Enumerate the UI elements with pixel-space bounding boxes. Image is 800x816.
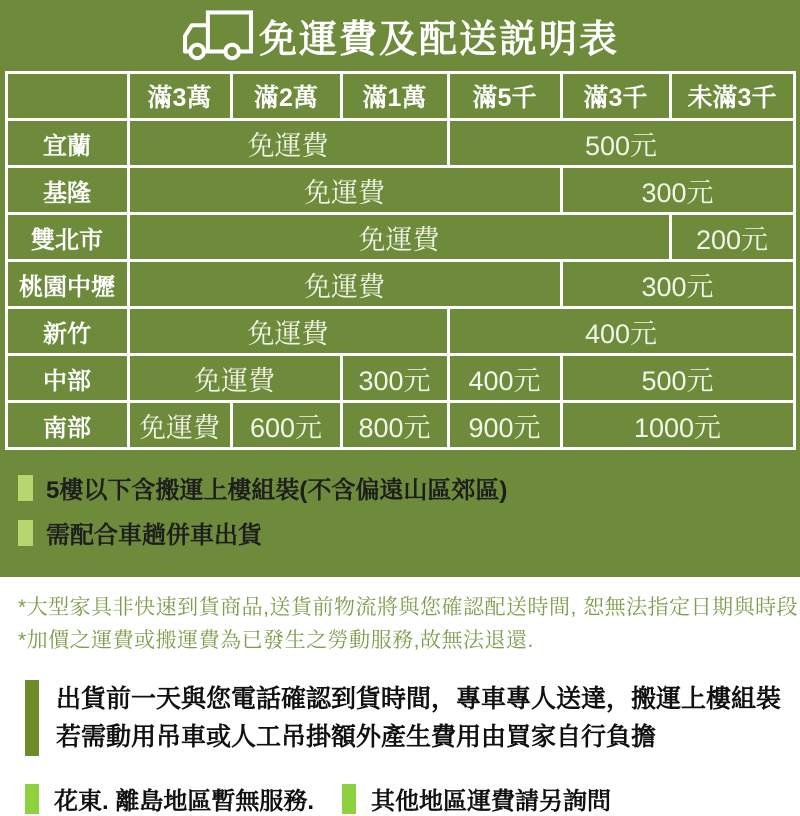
row-header-yilan: 宜蘭	[6, 120, 128, 167]
bottom-notes	[25, 781, 800, 816]
green-notes	[0, 450, 800, 550]
fee-cell: 400元	[448, 355, 561, 402]
green-note-item	[18, 470, 800, 505]
delivery-truck-icon	[181, 9, 255, 63]
row-header-taoyuan: 桃園中壢	[6, 261, 128, 308]
page-title: 免運費及配送説明表	[258, 19, 619, 61]
bottom-note-item	[25, 781, 314, 816]
row-header-central: 中部	[6, 355, 128, 402]
fee-table-row	[6, 308, 794, 355]
row-header-hsinchu: 新竹	[6, 308, 128, 355]
fee-cell: 500元	[448, 120, 794, 167]
fee-cell: 800元	[341, 402, 448, 449]
green-note-text: 需配合車趟併車出貨	[46, 522, 262, 549]
fee-cell: 600元	[231, 402, 341, 449]
delivery-note-line: 出貨前一天與您電話確認到貨時間，專車專人送達，搬運上樓組裝	[56, 685, 782, 713]
accent-bar-icon	[25, 680, 39, 756]
green-note-item	[18, 515, 800, 550]
delivery-note-line: 若需動用吊車或人工吊掛額外產生費用由買家自行負擔	[56, 723, 657, 751]
bullet-square-icon	[18, 475, 33, 501]
fee-cell: 免運費	[128, 261, 561, 308]
fee-table-row	[6, 214, 794, 261]
fee-cell: 免運費	[128, 214, 670, 261]
column-header: 滿3千	[561, 73, 670, 120]
row-header-taipei: 雙北市	[6, 214, 128, 261]
bullet-bar-icon	[25, 784, 39, 814]
delivery-note	[25, 680, 800, 756]
column-header: 未滿3千	[670, 73, 794, 120]
fee-cell: 200元	[670, 214, 794, 261]
column-header: 滿3萬	[128, 73, 231, 120]
delivery-note-text	[56, 680, 781, 756]
fee-table-row	[6, 261, 794, 308]
bullet-square-icon	[18, 520, 33, 546]
title-bar	[0, 0, 800, 71]
footnote-line: *大型家具非快速到貨商品,送貨前物流將與您確認配送時間, 恕無法指定日期與時段	[18, 596, 799, 619]
fee-cell: 300元	[341, 355, 448, 402]
bottom-note-text: 花東. 離島地區暫無服務.	[54, 788, 315, 815]
fee-table-row	[6, 167, 794, 214]
fee-cell: 500元	[561, 355, 794, 402]
corner-cell	[6, 73, 128, 120]
fee-cell: 300元	[561, 261, 794, 308]
fee-table-header-row	[6, 73, 794, 120]
fee-cell: 免運費	[128, 120, 448, 167]
green-note-text: 5樓以下含搬運上樓組裝(不含偏遠山區郊區)	[46, 477, 508, 504]
white-section	[0, 577, 800, 816]
fee-table-row	[6, 120, 794, 167]
bullet-bar-icon	[342, 784, 356, 814]
row-header-south: 南部	[6, 402, 128, 449]
fee-cell: 免運費	[128, 402, 231, 449]
footnote-line: *加價之運費或搬運費為已發生之勞動服務,故無法退還.	[18, 629, 534, 652]
fee-cell: 900元	[448, 402, 561, 449]
fee-cell: 免運費	[128, 167, 561, 214]
bottom-note-text: 其他地區運費請另詢問	[371, 788, 612, 815]
column-header: 滿5千	[448, 73, 561, 120]
shipping-fee-table	[5, 71, 796, 450]
fee-cell: 1000元	[561, 402, 794, 449]
fee-cell: 免運費	[128, 308, 448, 355]
fee-table-row	[6, 402, 794, 449]
fee-cell: 400元	[448, 308, 794, 355]
column-header: 滿2萬	[231, 73, 341, 120]
bottom-note-item	[342, 781, 611, 816]
row-header-keelung: 基隆	[6, 167, 128, 214]
fee-table-row	[6, 355, 794, 402]
column-header: 滿1萬	[341, 73, 448, 120]
fee-cell: 300元	[561, 167, 794, 214]
fee-cell: 免運費	[128, 355, 341, 402]
